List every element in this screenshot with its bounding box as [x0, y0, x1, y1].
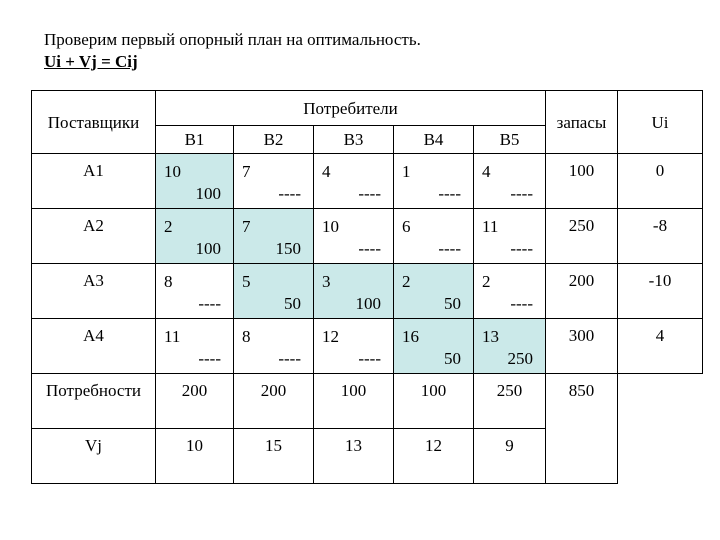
header-ui — [617, 90, 703, 154]
ui-A3 — [617, 263, 703, 319]
header-stocks-label: запасы — [556, 112, 607, 132]
vj-value: 15 — [265, 436, 282, 455]
cell-A2-B1 — [155, 208, 234, 264]
consumer-header-B4 — [393, 125, 474, 154]
cell-volume: 150 — [275, 239, 301, 258]
consumer-header-B2 — [233, 125, 314, 154]
vj-value: 9 — [505, 436, 514, 455]
supplier-label: A4 — [83, 326, 104, 345]
cell-volume: ---- — [438, 184, 461, 203]
cell-volume: ---- — [278, 349, 301, 368]
stock-value: 300 — [568, 326, 595, 345]
cell-cost: 12 — [322, 327, 339, 346]
ui-value: -10 — [648, 271, 672, 290]
demand-B4 — [393, 373, 474, 429]
stock-A4 — [545, 318, 618, 374]
vj-value: 10 — [186, 436, 203, 455]
ui-value: -8 — [652, 216, 668, 235]
cell-volume: 50 — [444, 349, 461, 368]
cell-A1-B3 — [313, 153, 394, 209]
ui-A1 — [617, 153, 703, 209]
consumer-label: B2 — [263, 130, 284, 149]
cell-volume: ---- — [358, 239, 381, 258]
cell-A4-B1 — [155, 318, 234, 374]
stock-A2 — [545, 208, 618, 264]
header-suppliers-label: Поставщики — [47, 112, 140, 132]
demand-value: 100 — [340, 381, 367, 400]
vj-value: 13 — [345, 436, 362, 455]
demand-B1 — [155, 373, 234, 429]
demand-value: 200 — [260, 381, 287, 400]
cell-volume: 50 — [444, 294, 461, 313]
cell-cost: 1 — [402, 162, 411, 181]
cell-cost: 11 — [164, 327, 181, 346]
header-consumers-label: Потребители — [303, 98, 398, 118]
cell-cost: 4 — [322, 162, 331, 181]
cell-cost: 7 — [242, 162, 251, 181]
cell-A4-B2 — [233, 318, 314, 374]
ui-value: 4 — [655, 326, 665, 345]
cell-cost: 11 — [482, 217, 499, 236]
cell-cost: 3 — [322, 272, 331, 291]
cell-cost: 4 — [482, 162, 491, 181]
stock-value: 250 — [568, 216, 595, 235]
cell-cost: 8 — [164, 272, 173, 291]
cell-volume: ---- — [510, 239, 533, 258]
supplier-label: A2 — [83, 216, 104, 235]
consumer-header-B1 — [155, 125, 234, 154]
supplier-A3 — [31, 263, 156, 319]
consumer-header-B5 — [473, 125, 546, 154]
consumer-label: B5 — [499, 130, 520, 149]
cell-volume: 100 — [355, 294, 381, 313]
cell-cost: 2 — [482, 272, 491, 291]
cell-cost: 6 — [402, 217, 411, 236]
potential-formula: Ui + Vj = Cij — [44, 52, 138, 71]
cell-volume: 100 — [195, 239, 221, 258]
cell-volume: 100 — [195, 184, 221, 203]
supplier-A2 — [31, 208, 156, 264]
cell-A4-B3 — [313, 318, 394, 374]
cell-cost: 10 — [322, 217, 339, 236]
demand-B3 — [313, 373, 394, 429]
vj-B1 — [155, 428, 234, 484]
demand-value: 250 — [496, 381, 523, 400]
cell-cost: 10 — [164, 162, 181, 181]
stock-A3 — [545, 263, 618, 319]
ui-value: 0 — [655, 161, 665, 180]
cell-volume: ---- — [198, 294, 221, 313]
demand-value: 100 — [420, 381, 447, 400]
demand-total-value: 850 — [568, 381, 595, 400]
cell-A1-B1 — [155, 153, 234, 209]
cell-A3-B5 — [473, 263, 546, 319]
stock-A1 — [545, 153, 618, 209]
ui-A4 — [617, 318, 703, 374]
cell-A3-B3 — [313, 263, 394, 319]
supplier-label: A3 — [83, 271, 104, 290]
vj-label-cell — [31, 428, 156, 484]
header-stocks — [545, 90, 618, 154]
cell-cost: 5 — [242, 272, 251, 291]
vj-B4 — [393, 428, 474, 484]
cell-A2-B2 — [233, 208, 314, 264]
page-title: Проверим первый опорный план на оптимальность. — [44, 30, 421, 49]
header-suppliers — [31, 90, 156, 154]
cell-volume: ---- — [510, 184, 533, 203]
cell-cost: 8 — [242, 327, 251, 346]
cell-cost: 16 — [402, 327, 419, 346]
cell-A4-B4 — [393, 318, 474, 374]
ui-A2 — [617, 208, 703, 264]
cell-volume: 50 — [284, 294, 301, 313]
cell-volume: 250 — [507, 349, 533, 368]
cell-volume: ---- — [358, 349, 381, 368]
stock-value: 200 — [568, 271, 595, 290]
cell-A2-B4 — [393, 208, 474, 264]
cell-A3-B4 — [393, 263, 474, 319]
consumer-header-B3 — [313, 125, 394, 154]
cell-cost: 2 — [402, 272, 411, 291]
cell-A2-B3 — [313, 208, 394, 264]
vj-B3 — [313, 428, 394, 484]
cell-A1-B2 — [233, 153, 314, 209]
cell-A1-B5 — [473, 153, 546, 209]
cell-cost: 13 — [482, 327, 499, 346]
supplier-A1 — [31, 153, 156, 209]
demand-B2 — [233, 373, 314, 429]
demand-B5 — [473, 373, 546, 429]
consumer-label: B4 — [423, 130, 444, 149]
cell-volume: ---- — [358, 184, 381, 203]
vj-label: Vj — [85, 436, 102, 455]
cell-A1-B4 — [393, 153, 474, 209]
consumer-label: B3 — [343, 130, 364, 149]
cell-volume: ---- — [198, 349, 221, 368]
header-ui-label: Ui — [651, 112, 669, 132]
vj-value: 12 — [425, 436, 442, 455]
header-consumers — [155, 90, 546, 126]
cell-volume: ---- — [278, 184, 301, 203]
vj-B2 — [233, 428, 314, 484]
vj-B5 — [473, 428, 546, 484]
demand-label-cell — [31, 373, 156, 429]
cell-A3-B2 — [233, 263, 314, 319]
consumer-label: B1 — [184, 130, 205, 149]
cell-A4-B5 — [473, 318, 546, 374]
cell-cost: 2 — [164, 217, 173, 236]
cell-A3-B1 — [155, 263, 234, 319]
cell-A2-B5 — [473, 208, 546, 264]
cell-cost: 7 — [242, 217, 251, 236]
supplier-A4 — [31, 318, 156, 374]
stock-value: 100 — [568, 161, 595, 180]
cell-volume: ---- — [438, 239, 461, 258]
demand-value: 200 — [181, 381, 208, 400]
demand-label: Потребности — [46, 381, 141, 400]
supplier-label: A1 — [83, 161, 104, 180]
demand-total — [545, 373, 618, 484]
cell-volume: ---- — [510, 294, 533, 313]
